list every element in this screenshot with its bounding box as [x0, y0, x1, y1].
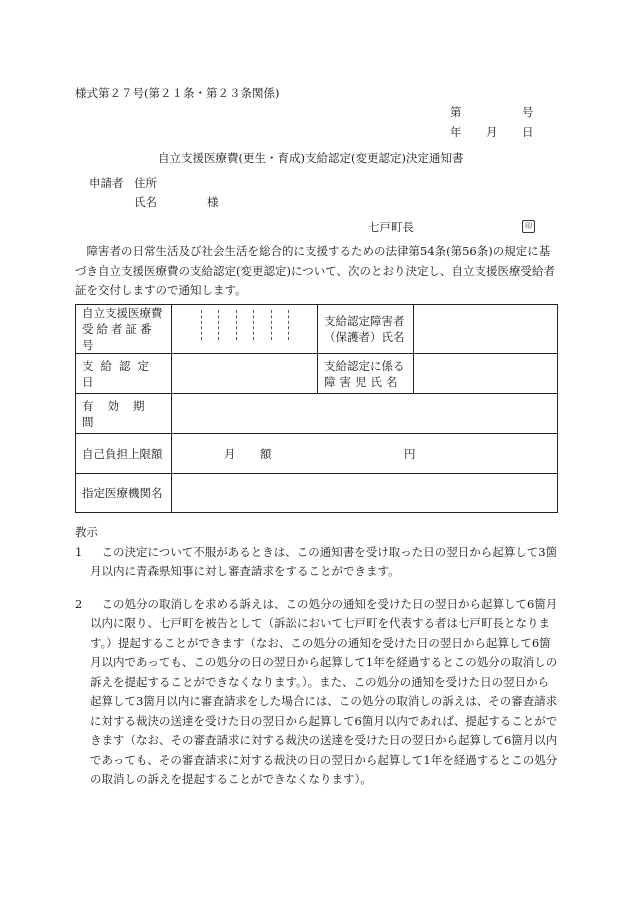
applicant-label: 申請者 [89, 176, 124, 190]
issuer-name: 七戸町長 [368, 220, 414, 234]
certification-date-field[interactable] [172, 354, 318, 394]
table-row [76, 354, 558, 394]
table-row [76, 394, 558, 434]
table-row [76, 305, 558, 354]
doc-number-suffix: 号 [522, 105, 534, 119]
table-row [76, 434, 558, 474]
list-item: 1 この決定について不服があるときは、この通知書を受け取った日の翌日から起算して3箇月以内に青森県知事に対し審査請求をすることができます。 [75, 544, 558, 578]
validity-period-label: 有効期間 [76, 394, 172, 434]
table-row [76, 474, 558, 513]
date-year: 年 [450, 125, 462, 139]
body-text: 障害者の日常生活及び社会生活を総合的に支援するための法律第54条(第56条)の規定に基づき自立支援医療費の支給認定(変更認定)について、次のとおり決定し、自立支援医療受給者証を交付しますので通知します。 [75, 244, 556, 297]
seal-mark: 印 [522, 220, 535, 233]
date-day: 日 [522, 125, 534, 139]
decision-table [75, 304, 558, 513]
form-number: 様式第２７号(第２１条・第２３条関係) [75, 86, 280, 100]
medical-institution-field[interactable] [172, 474, 558, 513]
guardian-name-label: 支給認定障害者 （保護者）氏名 [318, 305, 414, 354]
medical-institution-label: 指定医療機関名 [76, 474, 172, 513]
address-label: 住所 [134, 176, 157, 190]
recipient-number-label: 自立支援医療費 受給者証番号 [76, 305, 172, 354]
copay-limit-label: 自己負担上限額 [76, 434, 172, 474]
recipient-number-field[interactable] [172, 305, 318, 354]
certification-date-label: 支給認定日 [76, 354, 172, 394]
digit-boxes [184, 305, 306, 353]
month-label: 月 [224, 447, 236, 461]
list-item: 2 この処分の取消しを求める訴えは、この処分の通知を受けた日の翌日から起算して6箇月以内に限り、七戸町を被告として（訴訟において七戸町を代表する者は七戸町長となります。）提起することができます（なお、この処分の通知を受けた日の翌日から起算して6箇月以内であっても、この処分の日の翌日から起算して1年を経過するとこの処分の取消しの訴えを提起することができなくなります。）。また、この処分の通知を受けた日の翌日から起算して3箇月以内に審査請求をした場合には、この処分の取消しの訴えは、その審査請求に対する裁決の送達を受けた日の翌日から起算して6箇月以内であれば、提起することができます（なお、その審査請求に対する裁決の送達を受けた日の翌日から起算して6箇月以内であっても、その審査請求に対する裁決の日の翌日から起算して1年を経過するとこの処分の取消しの訴えを提起することができなくなります）。 [75, 596, 558, 786]
amount-label: 額 [260, 447, 272, 461]
instructions-section [75, 523, 560, 790]
instructions-heading: 教示 [75, 525, 98, 539]
validity-period-field[interactable] [172, 394, 558, 434]
name-label: 氏名 [134, 195, 157, 209]
date-month: 月 [486, 125, 498, 139]
copay-limit-field[interactable] [172, 434, 558, 474]
document-title: 自立支援医療費(更生・育成)支給認定(変更認定)決定通知書 [158, 151, 464, 165]
doc-number-prefix: 第 [450, 105, 462, 119]
body-paragraph [75, 242, 557, 301]
child-name-field[interactable] [414, 354, 558, 394]
honorific: 様 [207, 195, 219, 209]
child-name-label: 支給認定に係る 障害児氏名 [318, 354, 414, 394]
yen-label: 円 [404, 447, 416, 461]
guardian-name-field[interactable] [414, 305, 558, 354]
